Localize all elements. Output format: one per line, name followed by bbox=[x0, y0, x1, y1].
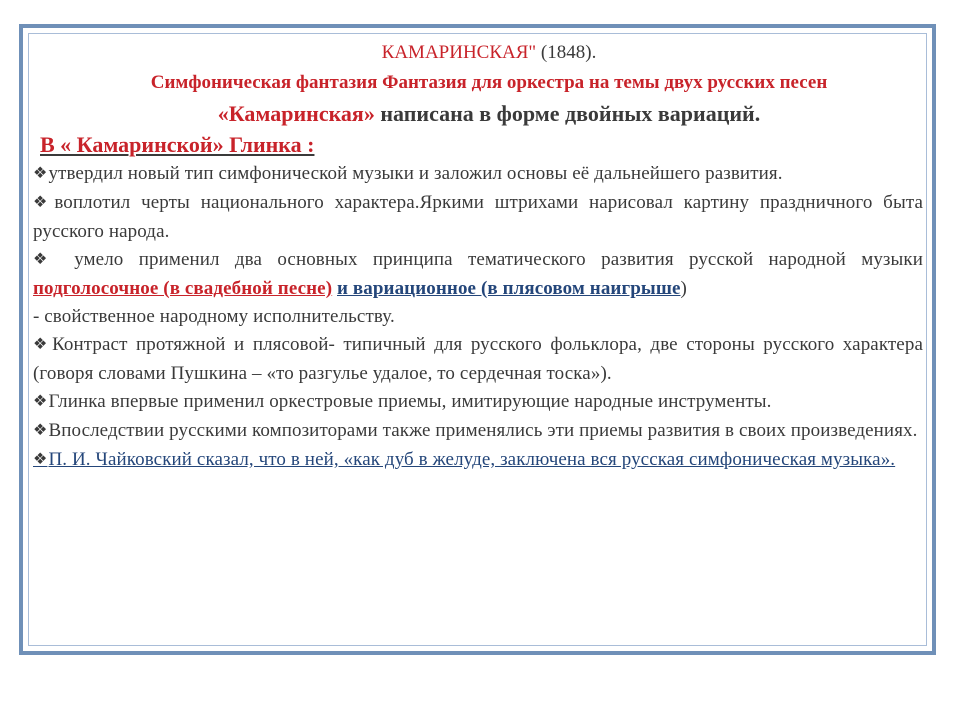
blue-highlight: и вариационное (в плясовом наигрыше bbox=[337, 278, 681, 299]
slide-title bbox=[55, 38, 923, 68]
bullet-diamond-icon: ❖ bbox=[33, 451, 48, 468]
bullet-diamond-icon: ❖ bbox=[33, 393, 48, 410]
bullet-item-7 bbox=[33, 446, 923, 475]
bullet-diamond-icon: ❖ bbox=[33, 422, 48, 439]
bullet-item-4 bbox=[33, 331, 923, 388]
subtitle-rest: написана в форме двойных вариаций. bbox=[374, 101, 761, 126]
bullet-diamond-icon: ❖ bbox=[33, 194, 54, 211]
bullet-text: Глинка впервые применил оркестровые приемы, имитирующие народные инструменты. bbox=[48, 391, 772, 412]
bullet-text: П. И. Чайковский сказал, что в ней, «как дуб в желуде, заключена вся русская симфоническая музыка». bbox=[48, 449, 896, 470]
subtitle-line-1: Симфоническая фантазия Фантазия для оркестра на темы двух русских песен bbox=[150, 72, 828, 93]
bullet-item-1 bbox=[33, 160, 923, 189]
red-highlight: подголосочное (в свадебной песне) bbox=[33, 278, 333, 299]
bullet-diamond-icon: ❖ bbox=[33, 336, 52, 353]
section-heading: В « Камаринской» Глинка : bbox=[40, 132, 315, 157]
bullet-text: утвердил новый тип симфонической музыки и заложил основы её дальнейшего развития. bbox=[48, 163, 783, 184]
closing-paren: ) bbox=[680, 278, 687, 299]
title-year: (1848). bbox=[536, 42, 597, 63]
bullet-diamond-icon: ❖ bbox=[33, 165, 48, 182]
subtitle-line-2 bbox=[55, 98, 923, 130]
slide-content bbox=[33, 38, 923, 475]
bullet-diamond-icon: ❖ bbox=[33, 251, 58, 268]
title-main: КАМАРИНСКАЯ" bbox=[381, 42, 537, 63]
bullet-item-2 bbox=[33, 189, 923, 246]
slide-frame bbox=[19, 24, 936, 655]
bullet-text: умело применил два основных принципа тематического развития русской народной музыки bbox=[58, 249, 923, 270]
bullet-item-6 bbox=[33, 417, 923, 446]
bullet-item-3 bbox=[33, 246, 923, 331]
subtitle-quoted-title: «Камаринская» bbox=[217, 101, 375, 126]
bullet-item-5 bbox=[33, 388, 923, 417]
bullet-text: Впоследствии русскими композиторами также применялись эти приемы развития в своих произведениях. bbox=[48, 420, 918, 441]
bullet-text: Контраст протяжной и плясовой- типичный для русского фольклора, две стороны русского характера (говоря словами Пушкина – «то разгулье удалое, то сердечная тоска»). bbox=[33, 334, 923, 384]
bullet-text: воплотил черты национального характера.Яркими штрихами нарисовал картину праздничного быта русского народа. bbox=[33, 192, 923, 242]
bullet-suffix: - свойственное народному исполнительству. bbox=[33, 306, 395, 327]
